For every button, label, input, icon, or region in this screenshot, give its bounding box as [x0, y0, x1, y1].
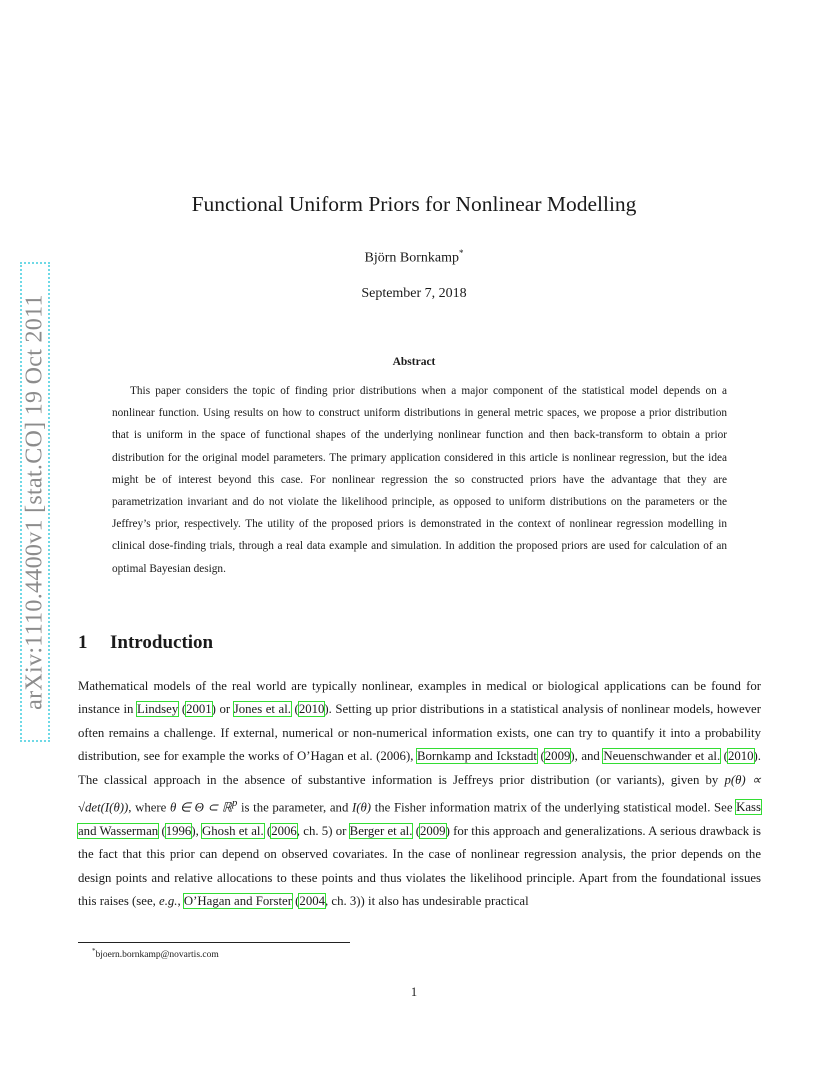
citation-year-link[interactable]: 2004 [299, 893, 326, 908]
citation-link[interactable]: Lindsey [137, 702, 179, 717]
citation-year-link[interactable]: 1996 [165, 823, 192, 838]
intro-text: is the parameter, and [237, 800, 352, 815]
section-heading [78, 632, 213, 654]
intro-text: ) for this approach and generalizations. A serious drawback is the fact that this prior can depend on observed covariates. In the case of nonlinear regression analysis, the prior depends on the design points and relative allocations to these points and thus violates the likelihood principle. Apart from the foundational issues this raises (see, [78, 823, 762, 908]
intro-text: ). Setting up prior distributions in a statistical analysis of nonlinear models, however often remains a challenge. If external, numerical or non-numerical information exists, one can try to quantify it into a probability distribution, see for example the works of O’Hagan et al. (2006), [78, 702, 761, 764]
intro-text: ( [291, 893, 300, 908]
intro-text: ( [158, 823, 166, 838]
math-jeffreys-prior: p(θ) ∝ √det(I(θ)) [78, 772, 761, 815]
citation-link[interactable]: Ghosh et al. [202, 823, 264, 838]
intro-text: , ch. 3)) it also has undesirable practical [325, 893, 529, 908]
intro-text: ), and [570, 749, 604, 764]
math-superscript: p [232, 798, 238, 810]
page-number: 1 [410, 985, 418, 999]
intro-text: ( [178, 702, 187, 717]
math-parameter-space: θ ∈ Θ ⊂ ℝ [169, 800, 233, 815]
citation-year-link[interactable]: 2010 [727, 749, 754, 764]
section-title: Introduction [110, 632, 214, 653]
emphasis-eg: e.g. [159, 893, 178, 908]
intro-text: , where [128, 800, 170, 815]
paper-date: September 7, 2018 [361, 286, 467, 301]
citation-year-link[interactable]: 2010 [298, 702, 325, 717]
intro-text: ), [191, 823, 203, 838]
citation-link[interactable]: Bornkamp and Ickstadt [416, 749, 537, 764]
abstract-body: This paper considers the topic of finding prior distributions when a major component of the statistical model depends on a nonlinear function. Using results on how to construct uniform distributions in general metric spaces, we propose a prior distribution that is uniform in the space of functional shapes of the underlying nonlinear function and then back-transform to obtain a prior distribution for the original model parameters. The primary application considered in this article is nonlinear regression, but the idea might be of interest beyond this case. For nonlinear regression the so constructed priors have the advantage that they are parametrization invariant and do not violate the likelihood principle, as opposed to uniform distributions on the parameters or the Jeffrey’s prior, respectively. The utility of the proposed priors is demonstrated in the context of nonlinear regression modelling in clinical dose-finding trials, through a real data example and simulation. In addition the proposed priors are used for calculation of an optimal Bayesian design. [112, 385, 727, 575]
citation-year-link[interactable]: 2001 [186, 702, 212, 717]
footnote [92, 947, 219, 960]
author-line [0, 248, 828, 267]
intro-text: ( [263, 823, 272, 838]
intro-text: , [177, 893, 184, 908]
intro-text: ). The classical approach in the absence of substantive information is Jeffreys prior distribution (or variants), given by [78, 749, 761, 787]
author-name: Björn Bornkamp [364, 250, 459, 266]
intro-text: ( [536, 749, 545, 764]
math-fisher-information: I(θ) [351, 800, 372, 815]
citation-link[interactable]: O’Hagan and Forster [183, 893, 292, 908]
arxiv-stamp[interactable]: arXiv:1110.4400v1 [stat.CO] 19 Oct 2011 [21, 294, 48, 710]
intro-text: Mathematical models of the real world are typically nonlinear, examples in medical or biological applications can be found for instance in [78, 679, 761, 717]
citation-year-link[interactable]: 2009 [544, 749, 571, 764]
citation-link[interactable]: Berger et al. [349, 823, 413, 838]
intro-text: the Fisher information matrix of the underlying statistical model. See [371, 800, 737, 815]
citation-year-link[interactable]: 2009 [419, 823, 446, 838]
abstract-heading: Abstract [392, 356, 436, 368]
author-footnote-mark[interactable]: * [459, 248, 464, 258]
intro-text: ( [412, 823, 420, 838]
intro-paragraph [78, 675, 761, 913]
footnote-rule [78, 942, 350, 943]
footnote-email[interactable]: bjoern.bornkamp@novartis.com [95, 950, 219, 961]
citation-link[interactable]: Kass and Wasserman [78, 800, 762, 838]
paper-title: Functional Uniform Priors for Nonlinear Modelling [191, 192, 637, 216]
citation-year-link[interactable]: 2006 [271, 823, 297, 838]
intro-text: , ch. 5) or [296, 823, 350, 838]
citation-link[interactable]: Jones et al. [233, 702, 291, 717]
footnote-mark: * [92, 947, 96, 955]
intro-text: ( [290, 702, 299, 717]
intro-text: ( [720, 749, 728, 764]
citation-link[interactable]: Neuenschwander et al. [603, 749, 721, 764]
intro-text: ) or [211, 702, 234, 717]
section-number: 1 [78, 632, 88, 653]
